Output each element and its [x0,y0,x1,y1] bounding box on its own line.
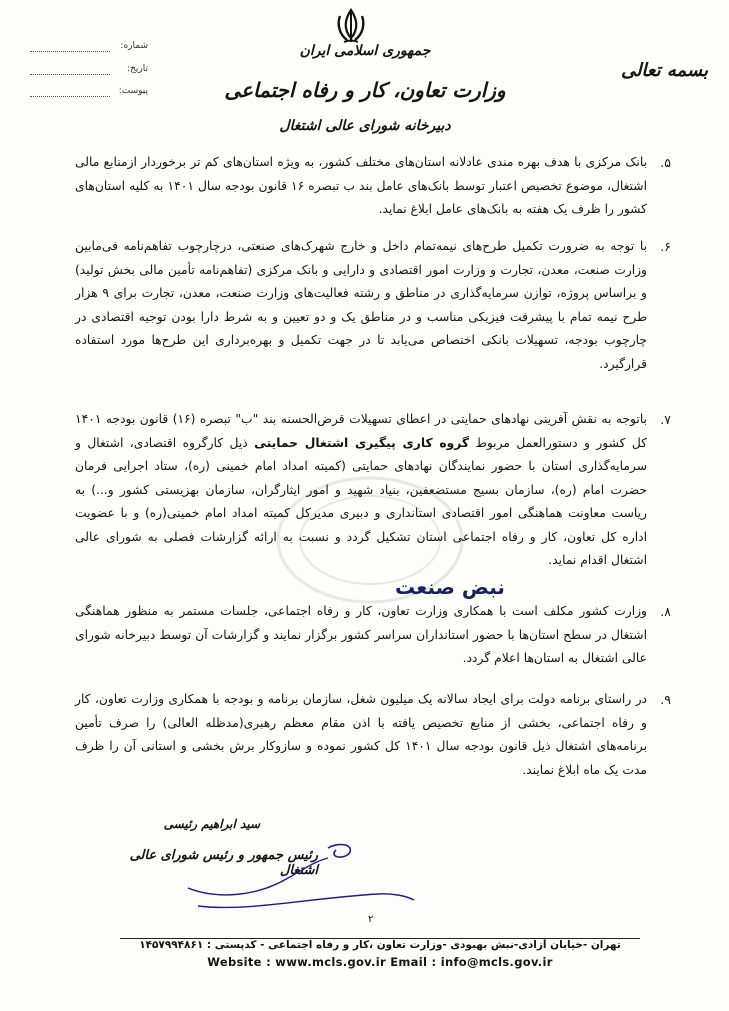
item-text: ذیل کارگروه اقتصادی، اشتغال و سرمایه‌گذاری استان با حضور نمایندگان نهادهای حمایتی (کمیته امداد امام خمینی (ره)، ستاد اجرایی فرمان حضرت امام (ره)، سازمان بسیج مستضعفین، بنیاد شهید و امور ایثارگران، سازمان بهزیستی کشور و...) به ریاست معاونت هماهنگی امور اقتصادی استانداری و دبیری مدیرکل کمیته امداد امام خمینی(ره) و با عضویت اداره کل تعاون، کار و رفاه اجتماعی استان تشکیل گردد و نسبت به ارائه گزارشات فصلی به شورای عالی اشتغال اقدام نماید. [75,435,647,567]
meta-attachment-label: پیوست: [118,86,148,96]
bismillah-heading: بسمه تعالی [620,60,708,81]
meta-date-label: تاریخ: [127,64,148,74]
item-text: با توجه به ضرورت تکمیل طرح‌های نیمه‌تمام داخل و خارج شهرک‌های صنعتی، درچارچوب تفاهم‌نامه فی‌مابین وزارت صنعت، معدن، تجارت و وزارت امور اقتصادی و دارایی و بانک مرکزی (تفاهم‌نامه تأمین مالی بخش تولید) و براساس پروژه، توازن سرمایه‌گذاری در مناطق و رشته فعالیت‌های وزارت صنعت، معدن، تجارت برای ۹ هزار طرح نیمه تمام با پیشرفت فیزیکی مناسب و در مناطق یک و دو تعیین و به شرط دارا بودن توجیه اقتصادی در چارچوب بودجه، تسهیلات بانکی اختصاص می‌یابد تا در جهت تکمیل و بهره‌برداری این طرح‌ها مورد استفاده قرارگیرد. [75,239,647,371]
list-item-7 [75,408,671,573]
item-number: ۶. [660,239,671,254]
meta-date-field [30,64,148,80]
meta-attachment-field [30,86,148,102]
header-secretariat: دبیرخانه شورای عالی اشتغال [279,118,451,134]
item-number: ۹. [660,692,671,707]
page-number: ۲ [368,914,374,925]
header-country: جمهوری اسلامی ایران [299,43,431,59]
item-number: ۷. [660,412,671,427]
item-text: وزارت کشور مکلف است با همکاری وزارت تعاون، کار و رفاه اجتماعی، جلسات مستمر به منظور هماهنگی اشتغال در سطح استان‌ها با حضور استانداران سراسر کشور برگزار نمایند و گزارشات آن توسط دبیرخانه شورای عالی اشتغال به استان‌ها اعلام گردد. [75,604,647,665]
signatory-name: سید ابراهیم رئیسی [163,817,260,831]
footer-contact: Website : www.mcls.gov.ir Email : info@mcls.gov.ir [207,955,553,969]
list-item-9 [75,688,671,782]
list-item-5 [75,151,671,222]
item-bold-text: گروه کاری پیگیری اشتغال حمایتی [254,435,470,450]
signatory-title: رئیس جمهور و رئیس شورای عالی اشتغال [129,848,318,878]
footer-address: تهران -خیابان آزادی-نبش بهبودی -وزارت تعاون ،کار و رفاه اجتماعی - کدپستی : ۱۴۵۷۹۹۴۸۶۱ [139,939,621,951]
meta-number-label: شماره: [120,41,148,51]
item-text: باتوجه به نقش آفرینی نهادهای حمایتی در اعطای تسهیلات قرض‌الحسنه بند "ب" تبصره (۱۶) قانون بودجه ۱۴۰۱ کل کشور و دستورالعمل مربوط [75,412,647,450]
list-item-6 [75,235,671,376]
item-text: بانک مرکزی با هدف بهره مندی عادلانه استان‌های مختلف کشور، به ویژه استان‌های کم تر برخوردار ازمنابع مالی اشتغال، موضوع تخصیص اعتبار توسط بانک‌های عامل بند ب تبصره ۱۶ قانون بودجه سال ۱۴۰۱ به کلیه استان‌های کشور را ظرف یک هفته به بانک‌های عامل ابلاغ نماید. [75,155,647,216]
item-number: ۵. [660,155,671,170]
item-number: ۸. [660,604,671,619]
signature-icon [178,838,418,918]
iran-emblem-icon [333,6,369,46]
item-text: در راستای برنامه دولت برای ایجاد سالانه یک میلیون شغل، سازمان برنامه و بودجه با همکاری وزارت تعاون، کار و رفاه اجتماعی، بخشی از منابع تخصیص یافته با اذن مقام معظم رهبری(مدظله العالی) را صرف تأمین برنامه‌های اشتغال ذیل قانون بودجه سال ۱۴۰۱ کل کشور نموده و سازوکار برش بخشی و استانی آن را ظرف مدت یک ماه ابلاغ نمایند. [75,692,647,777]
meta-number-field [30,41,148,57]
header-ministry: وزارت تعاون، کار و رفاه اجتماعی [224,78,506,102]
list-item-8 [75,600,671,671]
watermark-label: نبض صنعت [395,575,505,599]
